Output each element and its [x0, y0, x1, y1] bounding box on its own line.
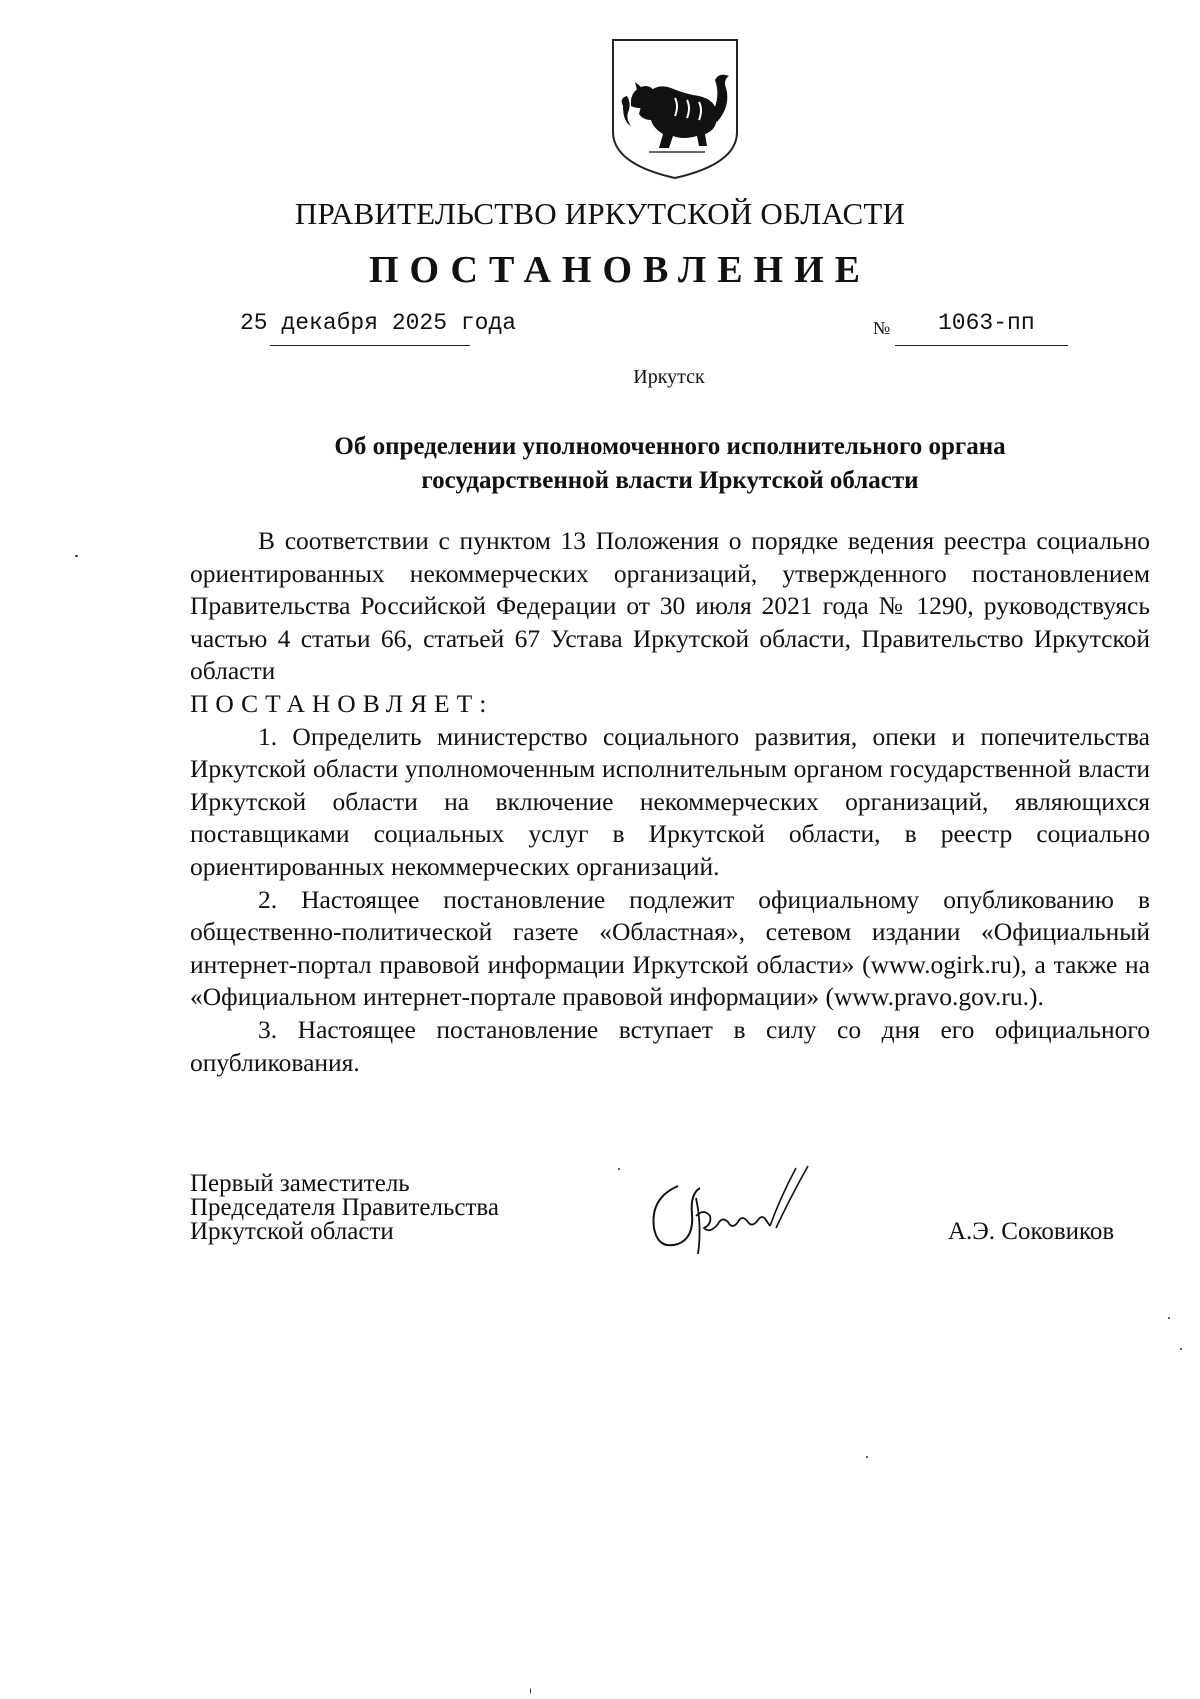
item-1-paragraph: 1. Определить министерство социального развития, опеки и попечительства Иркутской области уполномоченным исполнительным органом государственной власти Иркутской области на включение некоммерческих организаций, являющихся поставщиками социальных услуг в Иркутской области, в реестр социально ориентированных некоммерческих организаций. — [190, 721, 1150, 881]
document-body — [190, 525, 1150, 1079]
scan-speck — [866, 1456, 868, 1458]
number-underline — [895, 345, 1068, 346]
date-underline — [270, 345, 470, 346]
scan-speck — [1168, 1317, 1170, 1319]
organization-name: ПРАВИТЕЛЬСТВО ИРКУТСКОЙ ОБЛАСТИ — [294, 196, 906, 231]
handwritten-signature — [640, 1158, 850, 1268]
item-2-paragraph: 2. Настоящее постановление подлежит официальному опубликованию в общественно-политической газете «Областная», сетевом издании «Официальный интернет-портал правовой информации Иркутской области» (www.ogirk.ru), а также на «Официальном интернет-портале правовой информации» (www.pravo.gov.ru.). — [190, 884, 1150, 1012]
scan-speck — [618, 1168, 620, 1170]
city: Иркутск — [633, 366, 705, 388]
position-line-3: Иркутской области — [190, 1218, 394, 1245]
title-line-2: государственной власти Иркутской области — [421, 467, 919, 494]
document-number: 1063-пп — [938, 310, 1035, 336]
position-line-2: Председателя Правительства — [190, 1194, 499, 1221]
signatory-position — [190, 1172, 499, 1244]
scan-speck — [530, 1688, 531, 1694]
item-3-paragraph: 3. Настоящее постановление вступает в силу со дня его официального опубликования. — [190, 1014, 1150, 1077]
resolves-heading: ПОСТАНОВЛЯЕТ: — [190, 688, 494, 718]
preamble-paragraph: В соответствии с пунктом 13 Положения о порядке ведения реестра социально ориентированных некоммерческих организаций, утвержденного постановлением Правительства Российской Федерации от 30 июля 2021 года № 1290, руководствуясь частью 4 статьи 66, статьей 67 Устава Иркутской области, Правительство Иркутской области — [190, 526, 1150, 686]
scan-speck — [1180, 1348, 1182, 1350]
coat-of-arms-icon — [609, 36, 741, 182]
document-date: 25 декабря 2025 года — [240, 310, 517, 336]
position-line-1: Первый заместитель — [190, 1170, 410, 1197]
document-type: ПОСТАНОВЛЕНИЕ — [368, 249, 872, 291]
scan-speck — [75, 555, 78, 557]
document-title — [190, 430, 1150, 498]
number-sign: № — [873, 318, 891, 338]
signatory-name: А.Э. Соковиков — [948, 1218, 1115, 1245]
title-line-1: Об определении уполномоченного исполнительного органа — [334, 433, 1006, 460]
